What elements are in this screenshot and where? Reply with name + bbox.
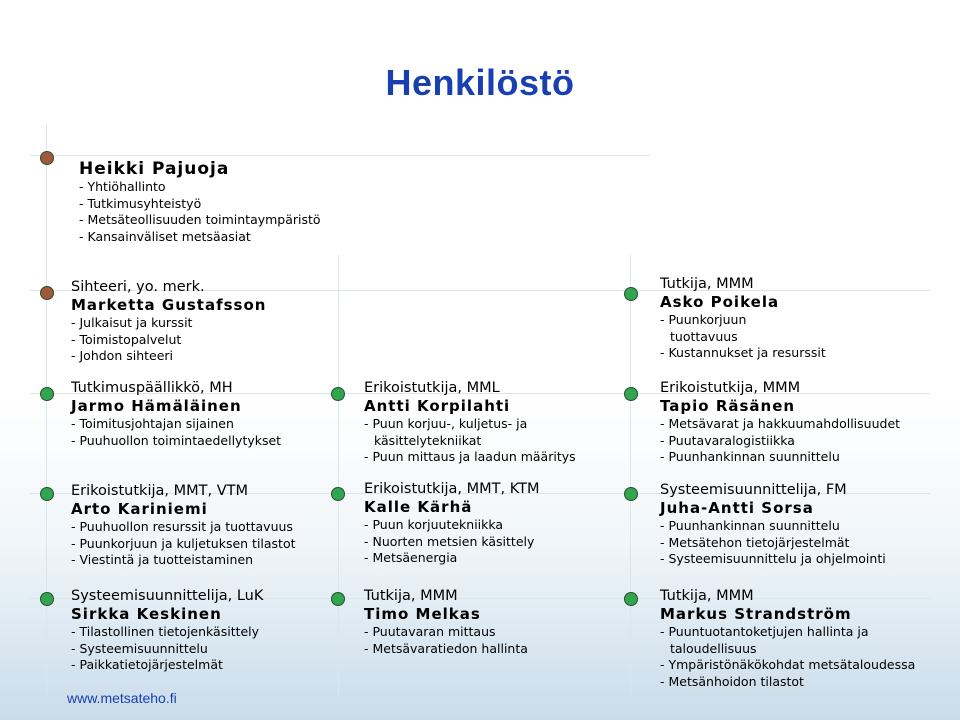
person-role: Tutkija, MMM (364, 588, 458, 604)
person-role: Tutkija, MMM (660, 588, 754, 604)
bullet-dot (624, 592, 638, 606)
person-card-juha-antti-sorsa (660, 481, 886, 568)
person-name: Sirkka Keskinen (71, 605, 222, 623)
person-role: Erikoistutkija, MMM (660, 380, 801, 396)
page-title: Henkilöstö (385, 62, 575, 103)
duty-item: - Viestintä ja tuotteistaminen (71, 552, 254, 567)
duty-item: - Metsävarat ja hakkuumahdollisuudet (660, 416, 901, 431)
duty-item: tuottavuus (670, 328, 738, 344)
duty-item: - Puunkorjuun ja kuljetuksen tilastot (71, 535, 296, 551)
duty-list (364, 517, 539, 567)
duty-item: - Tutkimusyhteistyö (79, 195, 202, 211)
bullet-dot (40, 592, 54, 606)
person-name: Asko Poikela (660, 293, 780, 311)
bullet-dot (40, 387, 54, 401)
duty-list (660, 416, 900, 466)
duty-list (364, 624, 528, 657)
duty-list (660, 624, 915, 690)
person-name: Jarmo Hämäläinen (71, 397, 242, 415)
grid-line (30, 155, 650, 156)
bullet-dot (624, 387, 638, 401)
footer-website-link[interactable]: www.metsateho.fi (67, 690, 177, 706)
duty-item: - Metsäteollisuuden toimintaympäristö (79, 212, 321, 227)
grid-line (630, 255, 631, 695)
duty-item: - Kustannukset ja resurssit (660, 345, 826, 360)
duty-item: - Paikkatietojärjestelmät (71, 657, 223, 672)
duty-list (71, 519, 296, 569)
duty-list (364, 416, 576, 466)
duty-item: - Puun korjuu-, kuljetus- ja (364, 416, 528, 431)
duty-item: - Ympäristönäkökohdat metsätaloudessa (660, 657, 916, 672)
duty-list (71, 416, 281, 449)
duty-item: - Metsävaratiedon hallinta (364, 640, 528, 656)
duty-item: - Puunhankinnan suunnittelu (660, 518, 840, 533)
person-role: Tutkija, MMM (660, 276, 754, 292)
duty-item: - Toimitusjohtajan sijainen (71, 416, 234, 431)
person-card-kalle-karha (364, 480, 539, 567)
duty-list (79, 179, 321, 245)
duty-list (660, 518, 886, 568)
duty-item: - Puuntuotantoketjujen hallinta ja (660, 624, 869, 639)
person-name: Timo Melkas (364, 605, 481, 623)
bullet-dot (331, 487, 345, 501)
person-card-sirkka-keskinen (71, 587, 263, 674)
person-role: Tutkimuspäällikkö, MH (71, 380, 233, 396)
person-card-asko-poikela (660, 275, 826, 362)
duty-item: - Systeemisuunnittelu ja ohjelmointi (660, 551, 886, 566)
person-card-jarmo-hamalainen (71, 379, 281, 449)
person-role: Systeemisuunnittelija, FM (660, 482, 847, 498)
duty-item: - Puuhuollon toimintaedellytykset (71, 432, 282, 448)
duty-item: - Nuorten metsien käsittely (364, 533, 535, 549)
duty-item: käsittelytekniikat (374, 432, 482, 448)
person-name: Heikki Pajuoja (79, 159, 230, 179)
person-name: Arto Kariniemi (71, 500, 208, 518)
person-card-timo-melkas (364, 587, 528, 657)
bullet-dot (331, 592, 345, 606)
person-name: Juha-Antti Sorsa (660, 499, 814, 517)
duty-item: - Metsänhoidon tilastot (660, 673, 804, 689)
duty-list (71, 624, 263, 674)
person-card-tapio-rasanen (660, 379, 900, 466)
duty-item: - Toimistopalvelut (71, 331, 182, 347)
duty-item: - Puutavaran mittaus (364, 624, 496, 639)
bullet-dot (40, 286, 54, 300)
duty-item: - Metsätehon tietojärjestelmät (660, 534, 850, 550)
duty-item: - Johdon sihteeri (71, 348, 174, 363)
person-role: Erikoistutkija, MMT, VTM (71, 483, 248, 499)
duty-item: - Puunkorjuun (660, 312, 747, 327)
duty-item: - Puutavaralogistiikka (660, 432, 795, 448)
person-name: Antti Korpilahti (364, 397, 511, 415)
person-role: Erikoistutkija, MML (364, 380, 500, 396)
grid-line (338, 255, 339, 695)
duty-item: - Puun korjuutekniikka (364, 517, 504, 532)
person-name: Kalle Kärhä (364, 498, 473, 516)
duty-item: - Kansainväliset metsäasiat (79, 228, 251, 244)
person-card-antti-korpilahti (364, 379, 576, 466)
person-card-markus-strandstrom (660, 587, 915, 690)
person-card-arto-kariniemi (71, 482, 296, 569)
bullet-dot (331, 387, 345, 401)
duty-item: - Julkaisut ja kurssit (71, 315, 193, 330)
duty-list (71, 315, 266, 365)
duty-item: - Metsäenergia (364, 550, 458, 565)
duty-item: - Puunhankinnan suunnittelu (660, 449, 840, 464)
grid-line (46, 125, 47, 695)
person-name: Marketta Gustafsson (71, 296, 267, 314)
person-card-marketta-gustafsson (71, 278, 266, 365)
bullet-dot (40, 151, 54, 165)
duty-item: taloudellisuus (670, 640, 757, 656)
person-role: Systeemisuunnittelija, LuK (71, 588, 264, 604)
duty-item: - Systeemisuunnittelu (71, 640, 208, 656)
person-name: Tapio Räsänen (660, 397, 796, 415)
person-role: Sihteeri, yo. merk. (71, 279, 205, 295)
duty-item: - Yhtiöhallinto (79, 179, 166, 194)
bullet-dot (624, 487, 638, 501)
person-name: Markus Strandström (660, 605, 852, 623)
person-role: Erikoistutkija, MMT, KTM (364, 481, 540, 497)
bullet-dot (624, 287, 638, 301)
duty-item: - Puuhuollon resurssit ja tuottavuus (71, 519, 293, 534)
bullet-dot (40, 487, 54, 501)
duty-item: - Puun mittaus ja laadun määritys (364, 449, 576, 464)
duty-item: - Tilastollinen tietojenkäsittely (71, 624, 260, 639)
person-card-heikki-pajuoja (79, 160, 321, 245)
duty-list (660, 312, 826, 362)
